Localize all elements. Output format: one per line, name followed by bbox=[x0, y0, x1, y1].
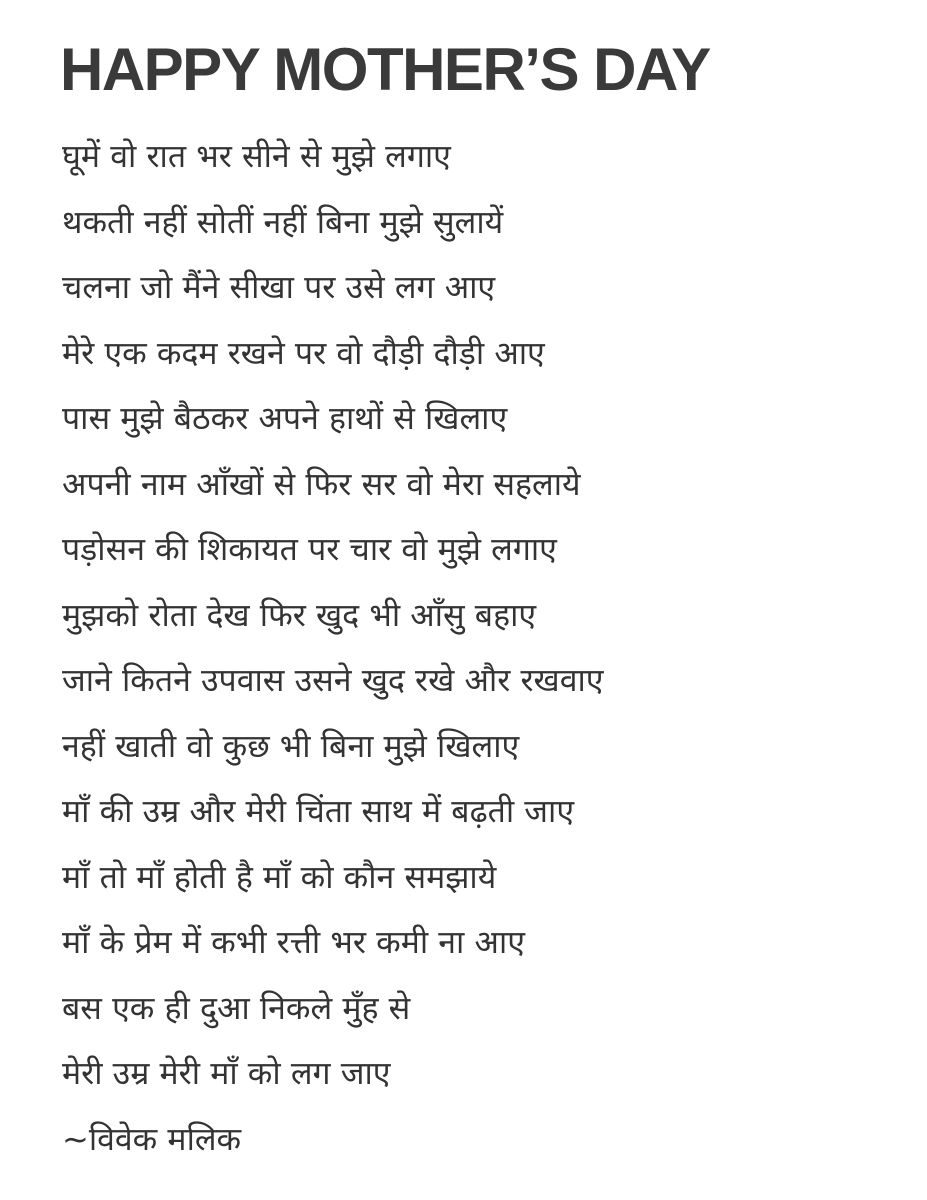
poem-line: माँ की उम्र और मेरी चिंता साथ में बढ़ती जाए bbox=[62, 792, 575, 830]
poem-line: मेरी उम्र मेरी माँ को लग जाए bbox=[62, 1054, 391, 1092]
poem-line: चलना जो मैंने सीखा पर उसे लग आए bbox=[62, 268, 496, 306]
poem-line: माँ तो माँ होती है माँ को कौन समझाये bbox=[62, 857, 497, 896]
poem-line: अपनी नाम आँखों से फिर सर वो मेरा सहलाये bbox=[62, 464, 581, 503]
poem-line: पड़ोसन की शिकायत पर चार वो मुझे लगाए bbox=[62, 530, 557, 568]
poem-line: मुझको रोता देख फिर खुद भी आँसु बहाए bbox=[62, 595, 537, 634]
poem-lines bbox=[62, 126, 604, 1109]
poem-line: पास मुझे बैठकर अपने हाथों से खिलाए bbox=[62, 399, 508, 437]
poem-line: मेरे एक कदम रखने पर वो दौड़ी दौड़ी आए bbox=[62, 333, 545, 372]
poem-line: थकती नहीं सोतीं नहीं बिना मुझे सुलायें bbox=[62, 202, 504, 241]
poem-line: घूमें वो रात भर सीने से मुझे लगाए bbox=[62, 137, 451, 175]
poem-line: जाने कितने उपवास उसने खुद रखे और रखवाए bbox=[62, 661, 604, 699]
poem-line: नहीं खाती वो कुछ भी बिना मुझे खिलाए bbox=[62, 726, 520, 765]
page-title: HAPPY MOTHER’S DAY bbox=[60, 36, 710, 103]
poem-line: बस एक ही दुआ निकले मुँह से bbox=[62, 988, 411, 1027]
poem-line: माँ के प्रेम में कभी रत्ती भर कमी ना आए bbox=[62, 923, 525, 961]
author-signature: ~विवेक मलिक bbox=[62, 1120, 242, 1158]
